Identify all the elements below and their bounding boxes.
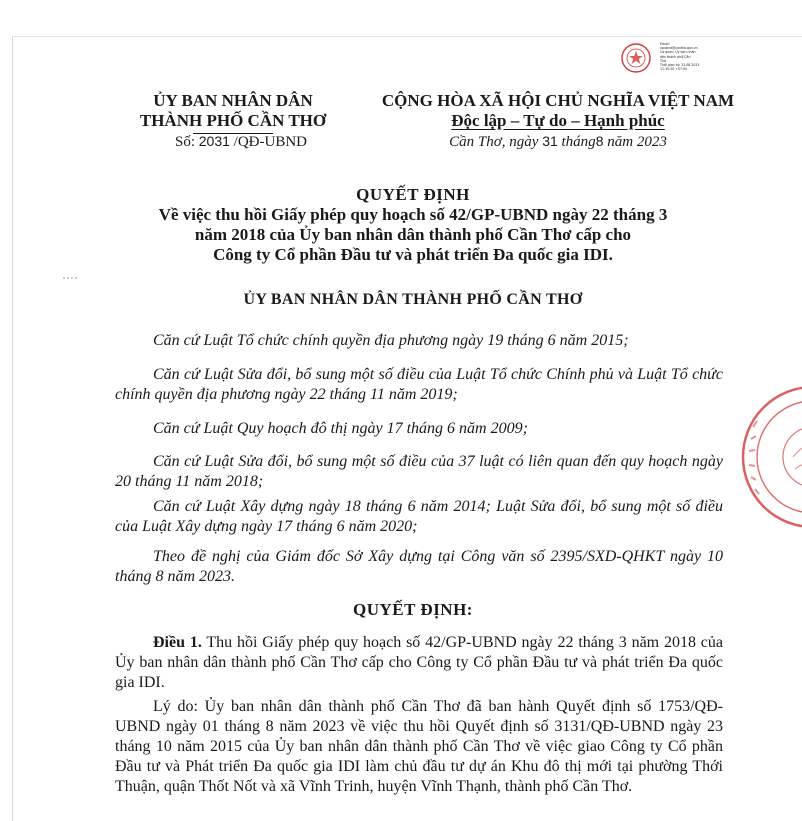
document-title (113, 185, 713, 265)
legal-basis: Căn cứ Luật Xây dựng ngày 18 tháng 6 năm 2014; Luật Sửa đổi, bổ sung một số điều của Luật Xây dựng ngày 17 tháng 6 năm 2020; (115, 498, 723, 535)
national-motto: Độc lập – Tự do – Hạnh phúc (451, 111, 665, 130)
legal-basis: Căn cứ Luật Sửa đổi, bổ sung một số điều của 37 luật có liên quan đến quy hoạch ngày 20 tháng 11 năm 2018; (115, 453, 723, 490)
document-number (131, 133, 351, 151)
authority-line-2: THÀNH PHỐ CẦN THƠ (139, 111, 327, 130)
signature-line: Thời gian ký: 31.08.2023 (660, 63, 700, 68)
date-day: 31 (542, 133, 558, 149)
signature-line: Thơ (660, 58, 666, 63)
seal-icon (618, 42, 654, 74)
article-1-reason: Lý do: Ủy ban nhân dân thành phố Cần Thơ đã ban hành Quyết định số 1753/QĐ-UBND ngày 01 tháng 8 năm 2023 về việc thu hồi Quyết định số 3131/QĐ-UBND ngày 23 tháng 10 năm 2015 của Ủy ban nhân dân thành phố Cần Thơ về việc giao Công ty Cổ phần Đầu tư và Phát triển Đa quốc gia IDI làm chủ đầu tư dự án Khu đô thị mới tại phường Thới Thuận, quận Thốt Nốt và xã Vĩnh Trinh, huyện Vĩnh Thạnh, thành phố Cần Thơ. (115, 698, 723, 795)
number-prefix: Số: (174, 134, 195, 150)
authority-line-1: ỦY BAN NHÂN DÂN (153, 91, 313, 110)
scan-artifact (63, 277, 77, 283)
article-1-label: Điều 1. (153, 634, 202, 651)
national-header (363, 91, 753, 131)
title-subject-line-3: Công ty Cổ phần Đầu tư và phát triển Đa quốc gia IDI. (213, 245, 613, 264)
legal-basis: Theo đề nghị của Giám đốc Sở Xây dựng tại Công văn số 2395/SXD-QHKT ngày 10 tháng 8 năm 2023. (115, 548, 723, 585)
document-page (12, 36, 802, 821)
date-month-word: tháng (561, 134, 596, 150)
legal-basis: Căn cứ Luật Sửa đổi, bổ sung một số điều của Luật Tổ chức Chính phủ và Luật Tổ chức chính quyền địa phương ngày 22 tháng 11 năm 2019; (115, 366, 723, 403)
signature-line: dân thành phố Cần (660, 54, 691, 59)
issuing-authority (133, 91, 333, 134)
signature-line: Email: (660, 42, 670, 46)
title-main: QUYẾT ĐỊNH (356, 185, 470, 204)
signature-line: Cơ quan: Ủy ban nhân (660, 50, 696, 55)
digital-signature (618, 42, 708, 78)
date-month: 8 (595, 133, 604, 149)
date-year: năm 2023 (607, 134, 667, 150)
article-1-text: Thu hồi Giấy phép quy hoạch số 42/GP-UBND ngày 22 tháng 3 năm 2018 của Ủy ban nhân dân thành phố Cần Thơ cấp cho Công ty Cổ phần Đầu tư và phát triển Đa quốc gia IDI. (115, 634, 724, 691)
country-name: CỘNG HÒA XÃ HỘI CHỦ NGHĨA VIỆT NAM (381, 91, 735, 110)
title-subject-line-1: Về việc thu hồi Giấy phép quy hoạch số 42/GP-UBND ngày 22 tháng 3 (158, 205, 668, 224)
signature-line: vpubnd@cantho.gov.vn (660, 46, 698, 51)
date-place: Cần Thơ, ngày (449, 134, 539, 150)
number-value: 2031 (198, 133, 230, 149)
document-date (408, 133, 708, 151)
number-suffix: /QĐ-UBND (233, 134, 307, 150)
article-1 (115, 633, 723, 693)
signature-line: 11:15:20 +07:00 (660, 67, 688, 72)
official-seal-icon (733, 377, 802, 537)
signature-details (660, 42, 730, 71)
decision-heading: QUYẾT ĐỊNH: (353, 600, 473, 619)
legal-basis: Căn cứ Luật Tổ chức chính quyền địa phương ngày 19 tháng 6 năm 2015; (153, 332, 629, 349)
legal-basis: Căn cứ Luật Quy hoạch đô thị ngày 17 tháng 6 năm 2009; (153, 420, 528, 437)
title-subject-line-2: năm 2018 của Ủy ban nhân dân thành phố Cần Thơ cấp cho (194, 225, 632, 244)
issuer-heading: ỦY BAN NHÂN DÂN THÀNH PHỐ CẦN THƠ (243, 291, 583, 308)
